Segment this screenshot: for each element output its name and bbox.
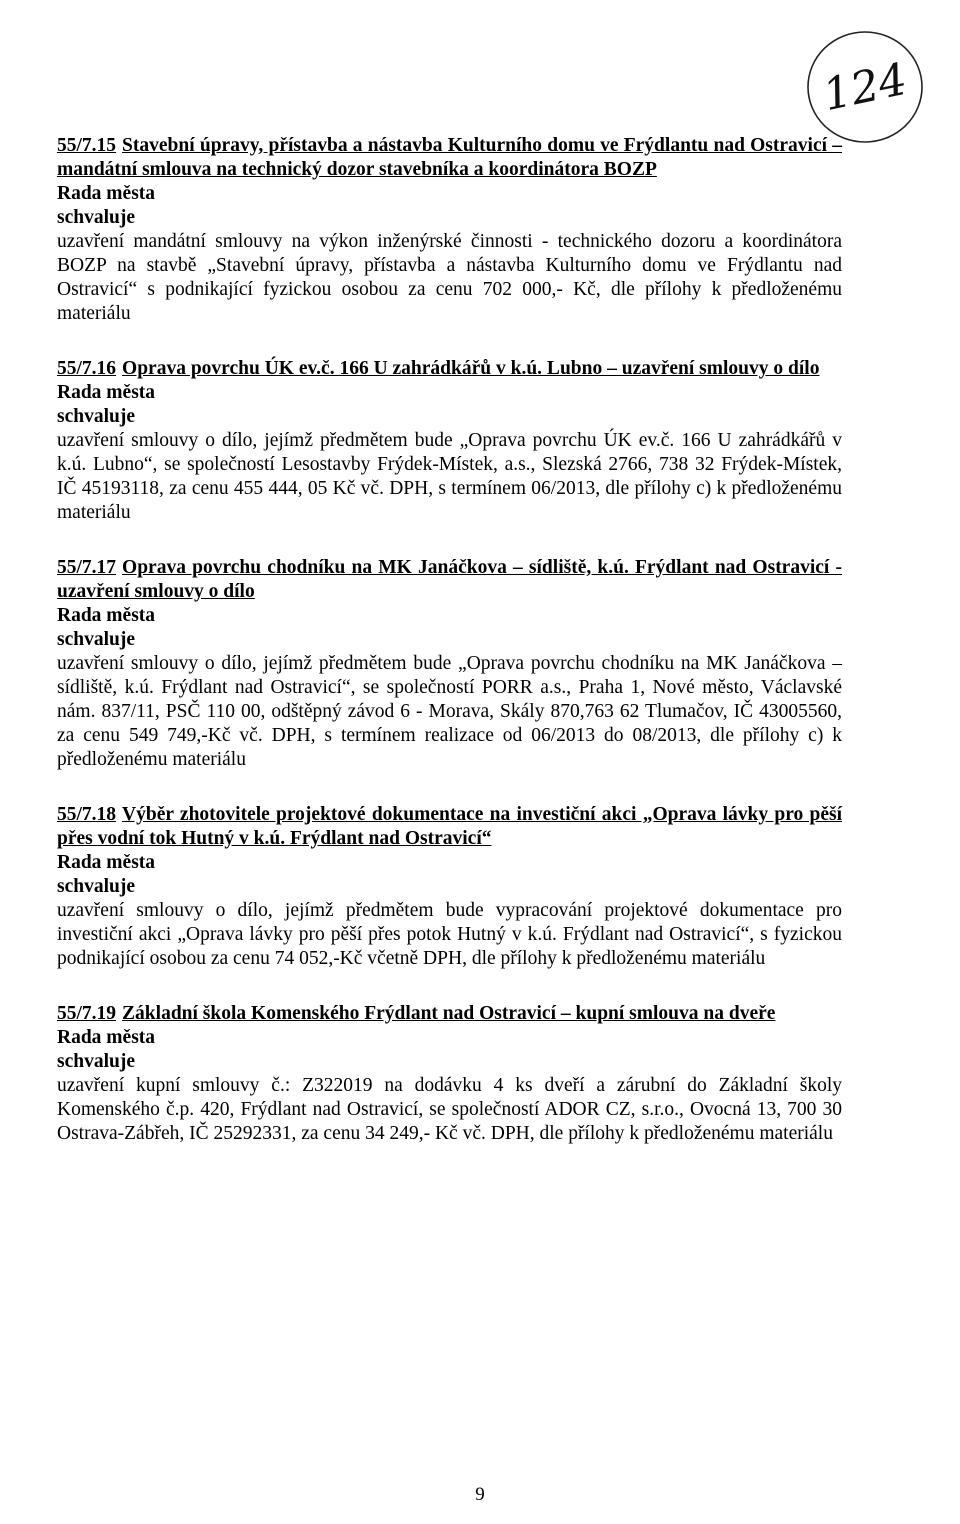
resolution-55-7-15 (57, 134, 842, 326)
council-label: Rada města (57, 1027, 156, 1048)
council-label: Rada města (57, 183, 156, 204)
resolution-title: Stavební úpravy, přístavba a nástavba Kulturního domu ve Frýdlantu nad Ostravicí – mandátní smlouva na technický dozor stavebníka a koordinátora BOZP (57, 135, 842, 180)
approves-label: schvaluje (57, 629, 135, 650)
approves-label: schvaluje (57, 207, 135, 228)
resolution-heading (57, 357, 842, 381)
resolution-55-7-19 (57, 1002, 842, 1146)
resolution-title: Oprava povrchu chodníku na MK Janáčkova – sídliště, k.ú. Frýdlant nad Ostravicí - uzavření smlouvy o dílo (57, 557, 842, 602)
council-label: Rada města (57, 852, 156, 873)
handwritten-page-stamp (803, 25, 927, 149)
resolution-heading (57, 803, 842, 851)
resolution-heading (57, 556, 842, 604)
resolution-text: uzavření smlouvy o dílo, jejímž předmětem bude vypracování projektové dokumentace pro investiční akci „Oprava lávky pro pěší přes potok Hutný v k.ú. Frýdlant nad Ostravicí“, s fyzickou podnikající osobou za cenu 74 052,-Kč včetně DPH, dle přílohy k předloženému materiálu (57, 900, 842, 969)
resolution-number: 55/7.17 (57, 557, 117, 578)
approves-label: schvaluje (57, 876, 135, 897)
resolution-55-7-16 (57, 357, 842, 525)
resolution-text: uzavření mandátní smlouvy na výkon inženýrské činnosti - technického dozoru a koordinátora BOZP na stavbě „Stavební úpravy, přístavba a nástavba Kulturního domu ve Frýdlantu nad Ostravicí“ s podnikající fyzickou osobou za cenu 702 000,- Kč, dle přílohy k předloženému materiálu (57, 231, 842, 324)
resolution-text: uzavření kupní smlouvy č.: Z322019 na dodávku 4 ks dveří a zárubní do Základní školy Komenského č.p. 420, Frýdlant nad Ostravicí, se společností ADOR CZ, s.r.o., Ovocná 13, 700 30 Ostrava-Zábřeh, IČ 25292331, za cenu 34 249,- Kč vč. DPH, dle přílohy k předloženému materiálu (57, 1075, 842, 1144)
resolution-heading (57, 134, 842, 182)
council-label: Rada města (57, 382, 156, 403)
approves-label: schvaluje (57, 1051, 135, 1072)
resolution-text: uzavření smlouvy o dílo, jejímž předmětem bude „Oprava povrchu ÚK ev.č. 166 U zahrádkářů v k.ú. Lubno“, se společností Lesostavby Frýdek-Místek, a.s., Slezská 2766, 738 32 Frýdek-Místek, IČ 45193118, za cenu 455 444, 05 Kč vč. DPH, s termínem 06/2013, dle přílohy c) k předloženému materiálu (57, 430, 842, 523)
resolution-title: Základní škola Komenského Frýdlant nad Ostravicí – kupní smlouva na dveře (122, 1003, 776, 1024)
resolution-number: 55/7.16 (57, 358, 117, 379)
resolution-55-7-17 (57, 556, 842, 772)
resolution-heading (57, 1002, 842, 1026)
page-number: 9 (475, 1484, 485, 1505)
approves-label: schvaluje (57, 406, 135, 427)
document-body (57, 134, 842, 1177)
resolution-number: 55/7.19 (57, 1003, 117, 1024)
resolution-number: 55/7.18 (57, 804, 117, 825)
stamp-number: 124 (818, 53, 912, 121)
resolution-title: Oprava povrchu ÚK ev.č. 166 U zahrádkářů v k.ú. Lubno – uzavření smlouvy o dílo (122, 358, 820, 379)
resolution-number: 55/7.15 (57, 135, 117, 156)
council-label: Rada města (57, 605, 156, 626)
resolution-text: uzavření smlouvy o dílo, jejímž předmětem bude „Oprava povrchu chodníku na MK Janáčkova – sídliště, k.ú. Frýdlant nad Ostravicí“, se společností PORR a.s., Praha 1, Nové město, Václavské nám. 837/11, PSČ 110 00, odštěpný závod 6 - Morava, Skály 870,763 62 Tlumačov, IČ 43005560, za cenu 549 749,-Kč vč. DPH, s termínem realizace od 06/2013 do 08/2013, dle přílohy c) k předloženému materiálu (57, 653, 842, 770)
resolution-title: Výběr zhotovitele projektové dokumentace na investiční akci „Oprava lávky pro pěší přes vodní tok Hutný v k.ú. Frýdlant nad Ostravicí“ (57, 804, 842, 849)
resolution-55-7-18 (57, 803, 842, 971)
